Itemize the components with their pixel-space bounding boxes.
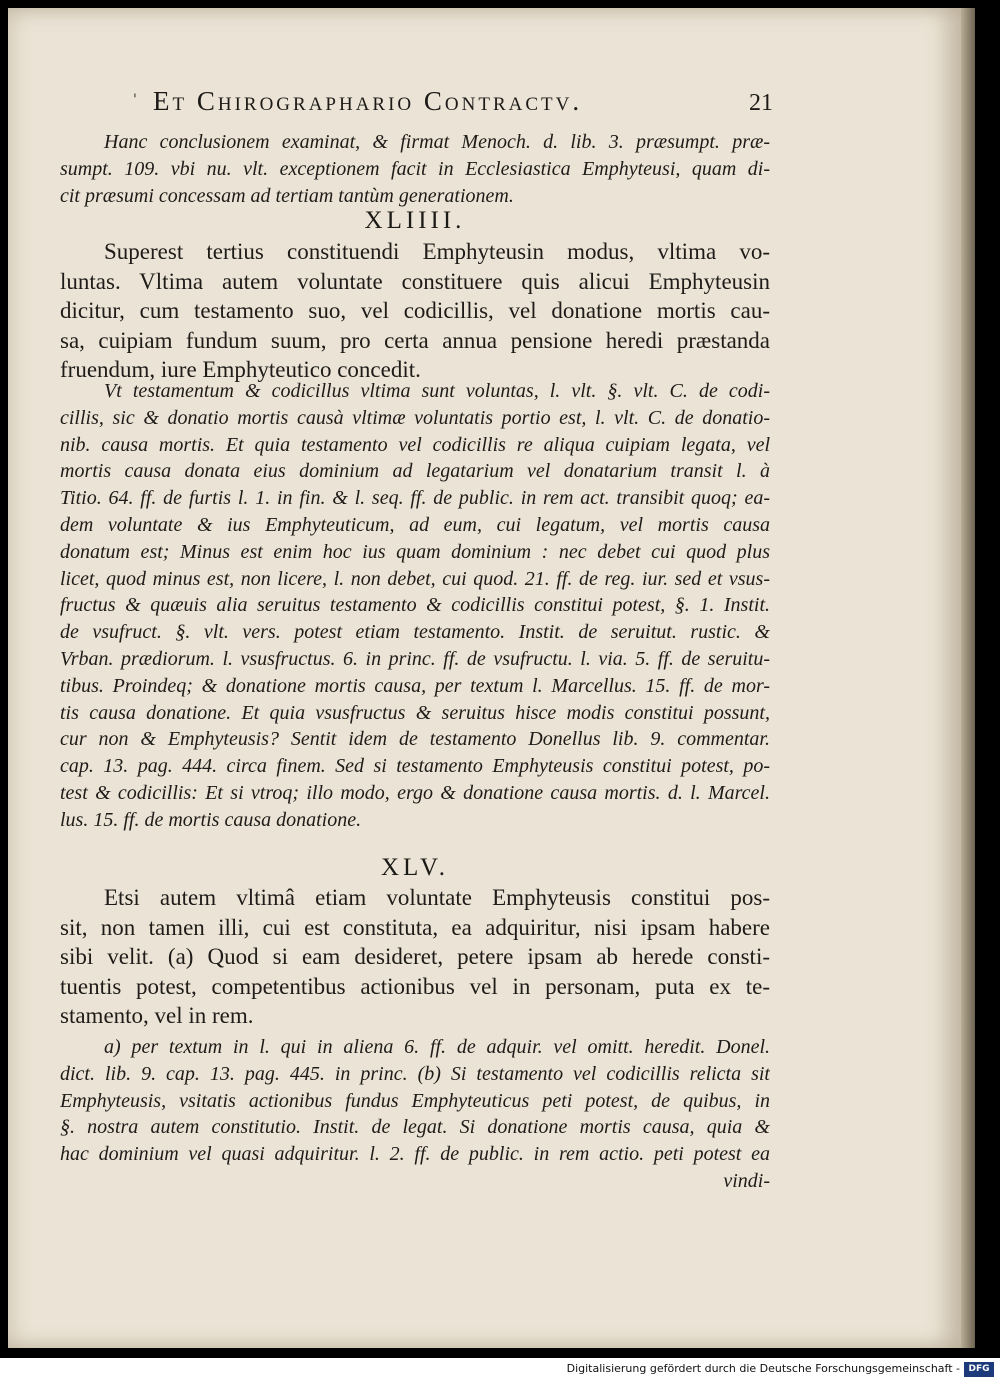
text-line: cit præsumi concessam ad tertiam tantùm generationem. bbox=[60, 184, 514, 207]
text-line: a) per textum in l. qui in aliena 6. ff. de adquir. vel omitt. heredit. Donel. bbox=[104, 1036, 770, 1058]
funding-notice: Digitalisierung gefördert durch die Deutsche Forschungsgemeinschaft - bbox=[566, 1362, 960, 1375]
text-line: licet, quod minus est, non licere, l. non debet, cui quod. 21. ff. de reg. iur. sed et vsus- bbox=[60, 567, 770, 590]
text-line: fructus & quæuis alia seruitus testamento & codicillis constitui potest, §. 1. Instit. bbox=[60, 594, 770, 617]
text-line: Vt testamentum & codicillus vltima sunt voluntas, l. vlt. §. vlt. C. de codi- bbox=[104, 380, 770, 402]
catchword: vindi- bbox=[723, 1169, 770, 1192]
running-title: Et Chirographario Contractv. bbox=[153, 86, 583, 116]
section-heading-44: XLIIII. bbox=[364, 207, 466, 234]
text-line: tis causa donatione. Et quia vsusfructus & seruitus hisce modis constitui possunt, bbox=[60, 701, 770, 724]
text-line: hac dominium vel quasi adquiritur. l. 2. ff. de public. in rem actio. peti potest ea bbox=[60, 1143, 770, 1166]
book-page bbox=[8, 8, 961, 1348]
text-line: Vrban. prædiorum. l. vsusfructus. 6. in princ. ff. de vsufructu. l. via. 5. ff. de seruitu- bbox=[60, 647, 770, 670]
running-head bbox=[133, 84, 783, 120]
dfg-logo-icon: DFG bbox=[964, 1362, 994, 1377]
page-edge-shadow bbox=[961, 8, 975, 1348]
text-line: stamento, vel in rem. bbox=[60, 1003, 254, 1028]
text-line: test & codicillis: Et si vtroq; illo modo, ergo & donatione causa mortis. d. l. Marcel. bbox=[60, 781, 770, 804]
text-line: cillis, sic & donatio mortis causà vltimæ voluntatis portio est, l. vlt. C. de donatio- bbox=[60, 406, 770, 429]
section-heading-45: XLV. bbox=[380, 854, 450, 881]
text-line: de vsufruct. §. vlt. vers. potest etiam testamento. Instit. de seruitut. rustic. & bbox=[60, 621, 770, 644]
main-paragraph-45 bbox=[60, 883, 770, 1031]
text-line: Hanc conclusionem examinat, & firmat Menoch. d. lib. 3. præsumpt. præ- bbox=[104, 131, 770, 153]
text-line: tibus. Proindeq; & donatione mortis causa, per textum l. Marcellus. 15. ff. de mor- bbox=[60, 674, 770, 697]
text-line: dem voluntate & ius Emphyteuticum, ad eum, cui legatum, vel mortis causa bbox=[60, 513, 770, 536]
text-line: §. nostra autem constitutio. Instit. de legat. Si donatione mortis causa, quia & bbox=[60, 1116, 770, 1139]
text-line: tuentis potest, competentibus actionibus vel in personam, puta ex te- bbox=[60, 973, 770, 999]
text-line: sibi velit. (a) Quod si eam desideret, petere ipsam ab herede consti- bbox=[60, 944, 770, 969]
main-paragraph-44 bbox=[60, 237, 770, 385]
text-line: donatum est; Minus est enim hoc ius quam dominium : nec debet cui quod plus bbox=[60, 540, 770, 563]
digitization-footer bbox=[0, 1358, 1000, 1382]
note-paragraph-1 bbox=[60, 129, 770, 209]
text-line: sumpt. 109. vbi nu. vlt. exceptionem facit in Ecclesiastica Emphyteusi, quam di- bbox=[60, 157, 770, 180]
text-line: Emphyteusis, vsitatis actionibus fundus Emphyteuticus peti potest, de quibus, in bbox=[60, 1089, 770, 1112]
text-line: nib. causa mortis. Et quia testamento vel codicillis re aliqua cuipiam legata, vel bbox=[60, 433, 770, 456]
text-line: Etsi autem vltimâ etiam voluntate Emphyteusis constitui pos- bbox=[104, 885, 770, 910]
text-line: cur non & Emphyteusis? Sentit idem de testamento Donellus lib. 9. commentar. bbox=[60, 728, 770, 751]
text-line: cap. 13. pag. 444. circa finem. Sed si testamento Emphyteusis constitui potest, po- bbox=[60, 755, 770, 778]
text-line: dicitur, cum testamento suo, vel codicillis, vel donatione mortis cau- bbox=[60, 298, 770, 323]
text-line: sit, non tamen illi, cui est constituta, ea adquiritur, nisi ipsam habere bbox=[60, 914, 770, 940]
text-line: lus. 15. ff. de mortis causa donatione. bbox=[60, 808, 362, 831]
text-line: Superest tertius constituendi Emphyteusin modus, vltima vo- bbox=[104, 239, 770, 264]
text-line: fruendum, iure Emphyteutico concedit. bbox=[60, 357, 421, 382]
footnote-paragraph bbox=[60, 1034, 770, 1195]
page-number: 21 bbox=[749, 90, 773, 116]
text-line: luntas. Vltima autem voluntate constituere quis alicui Emphyteusin bbox=[60, 268, 770, 294]
text-line: sa, cuipiam fundum suum, pro certa annua pensione heredi præstanda bbox=[60, 327, 770, 353]
text-line: Titio. 64. ff. de furtis l. 1. in fin. & l. seq. ff. de public. in rem act. transibit quoq; ea- bbox=[60, 487, 770, 510]
printer-mark: ' bbox=[133, 92, 137, 108]
note-paragraph-2 bbox=[60, 378, 770, 834]
text-line: mortis causa donata eius dominium ad legatarium vel donatarium transit l. à bbox=[60, 460, 770, 483]
text-line: dict. lib. 9. cap. 13. pag. 445. in princ. (b) Si testamento vel codicillis relicta sit bbox=[60, 1062, 770, 1085]
